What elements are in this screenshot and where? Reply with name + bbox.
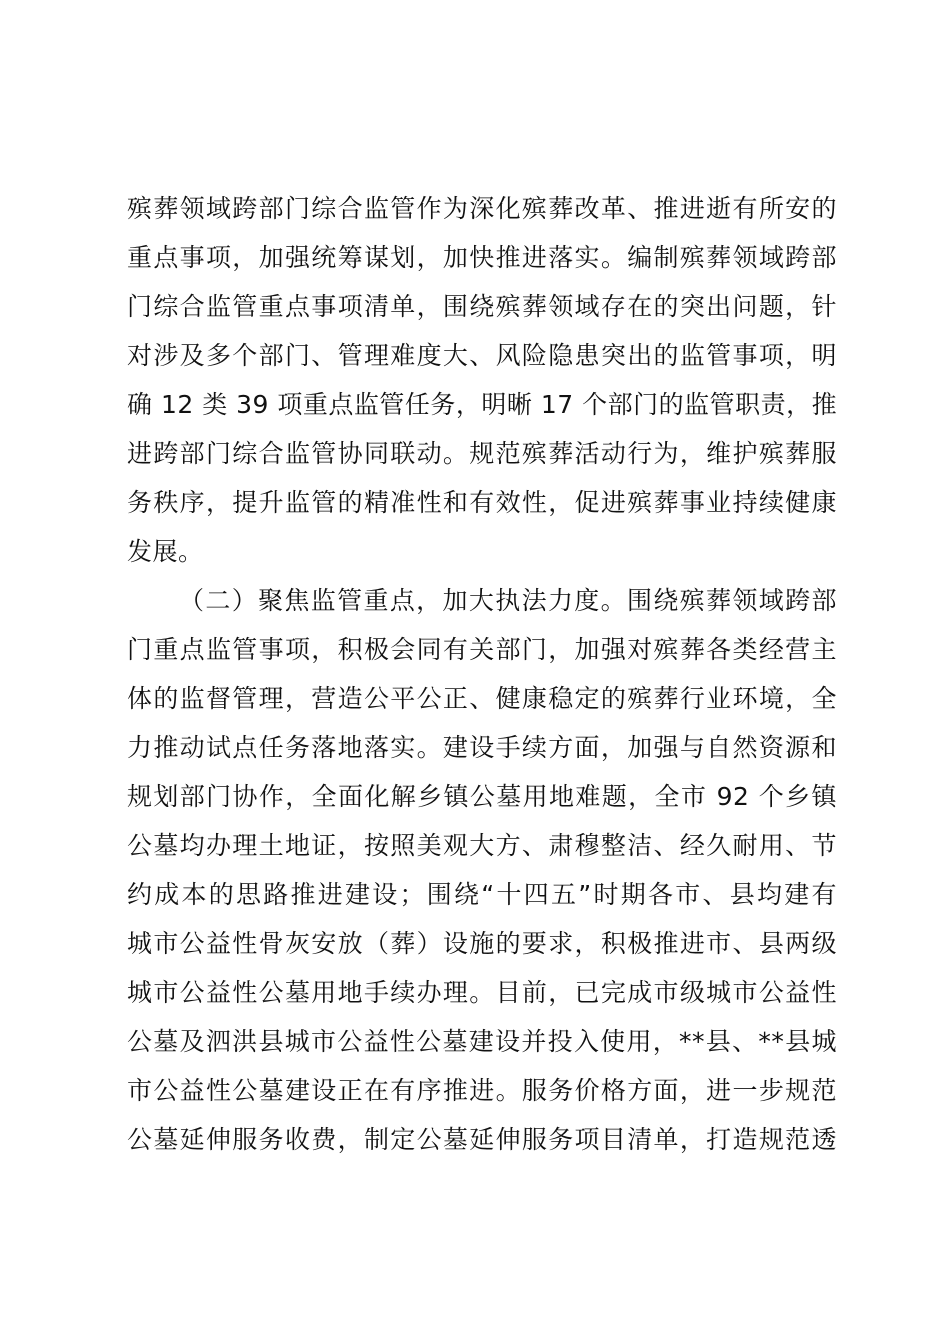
section-heading-line: （二）聚焦监管重点，加大执法力度。围绕殡葬领域跨部	[179, 586, 837, 615]
paragraph-line: 务秩序，提升监管的精准性和有效性，促进殡葬事业持续健康	[127, 488, 837, 517]
paragraph-line: 确 12 类 39 项重点监管任务，明晰 17 个部门的监管职责，推	[127, 390, 838, 419]
paragraph-line: 市公益性公墓建设正在有序推进。服务价格方面，进一步规范	[127, 1076, 837, 1105]
paragraph-line: 重点事项，加强统筹谋划，加快推进落实。编制殡葬领域跨部	[127, 243, 837, 272]
paragraph-line: 规划部门协作，全面化解乡镇公墓用地难题，全市 92 个乡镇	[127, 782, 837, 811]
paragraph-line: 公墓均办理土地证，按照美观大方、肃穆整洁、经久耐用、节	[127, 831, 837, 860]
paragraph-line: 公墓及泗洪县城市公益性公墓建设并投入使用，**县、**县城	[127, 1027, 837, 1056]
paragraph-line: 城市公益性公墓用地手续办理。目前，已完成市级城市公益性	[127, 978, 837, 1007]
paragraph-line: 进跨部门综合监管协同联动。规范殡葬活动行为，维护殡葬服	[127, 439, 837, 468]
paragraph-line: 殡葬领域跨部门综合监管作为深化殡葬改革、推进逝有所安的	[127, 194, 837, 223]
paragraph-line: 门综合监管重点事项清单，围绕殡葬领域存在的突出问题，针	[127, 292, 837, 321]
paragraph-line: 约成本的思路推进建设；围绕“十四五”时期各市、县均建有	[127, 880, 837, 909]
paragraph-line: 体的监督管理，营造公平公正、健康稳定的殡葬行业环境，全	[127, 684, 837, 713]
paragraph-line: 对涉及多个部门、管理难度大、风险隐患突出的监管事项，明	[127, 341, 837, 370]
paragraph-line: 门重点监管事项，积极会同有关部门，加强对殡葬各类经营主	[127, 635, 837, 664]
paragraph-line: 发展。	[127, 537, 204, 566]
paragraph-line: 公墓延伸服务收费，制定公墓延伸服务项目清单，打造规范透	[127, 1125, 837, 1154]
document-body	[127, 184, 837, 1164]
paragraph-line: 城市公益性骨灰安放（葬）设施的要求，积极推进市、县两级	[127, 929, 837, 958]
paragraph-line: 力推动试点任务落地落实。建设手续方面，加强与自然资源和	[127, 733, 837, 762]
